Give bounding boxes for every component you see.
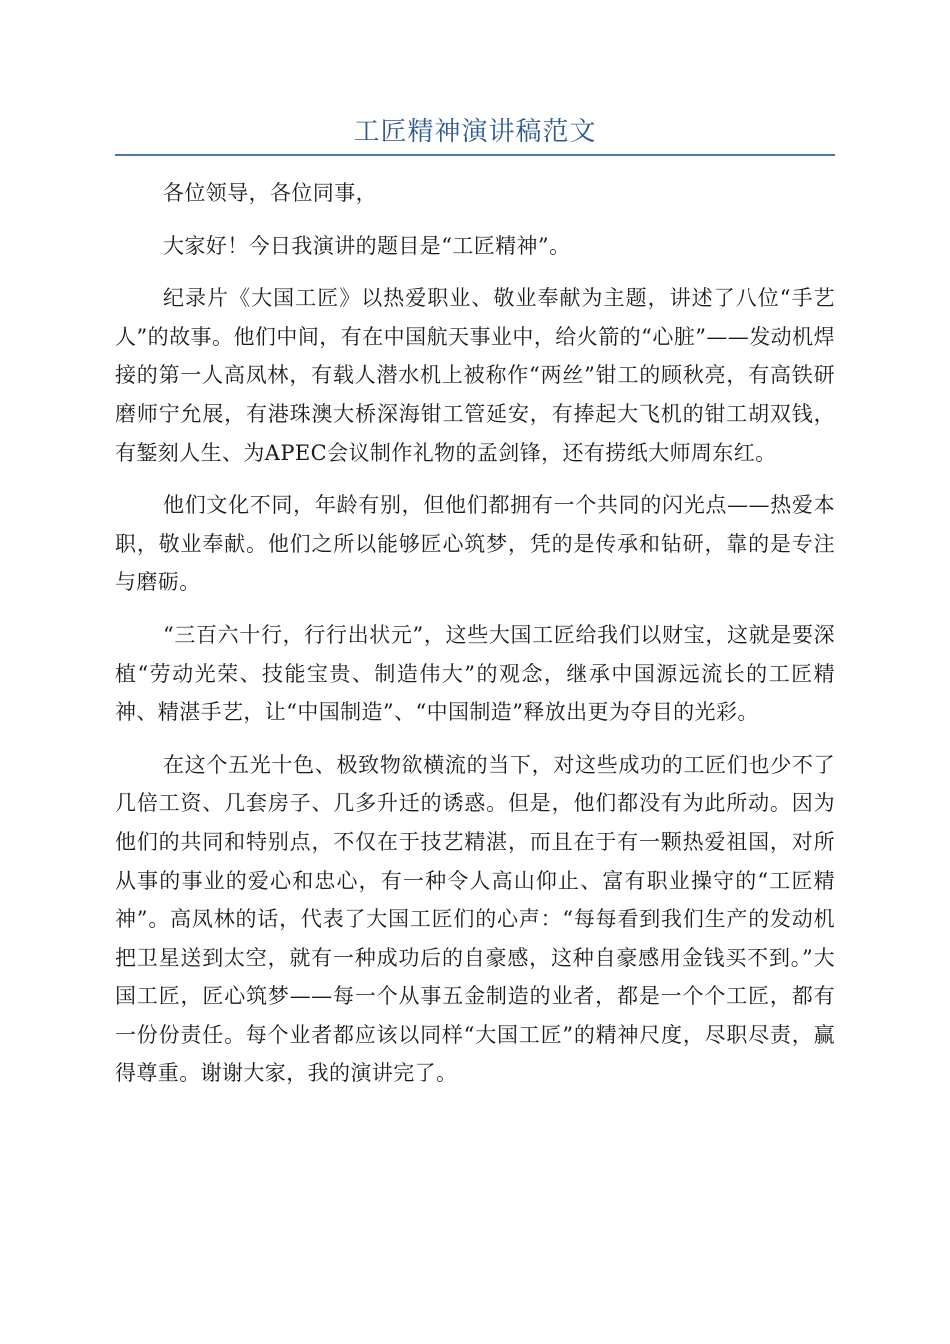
paragraph-topic: 大家好！今日我演讲的题目是“工匠精神”。 [163, 233, 571, 258]
document-title: 工匠精神演讲稿范文 [353, 117, 597, 147]
paragraph-craftsman-spirit: “三百六十行，行行出状元”，这些大国工匠给我们以财宝，这就是要深植“劳动光荣、技能宝贵、制造伟大”的观念，继承中国源远流长的工匠精神、精湛手艺，让“中国制造”、“中国制造”释放出更为夺目的光彩。 [115, 622, 835, 725]
paragraph-conclusion: 在这个五光十色、极致物欲横流的当下，对这些成功的工匠们也少不了几倍工资、几套房子、几多升迁的诱惑。但是，他们都没有为此所动。因为他们的共同和特别点，不仅在于技艺精湛，而且在于有一颗热爱祖国，对所从事的事业的爱心和忠心，有一种令人高山仰止、富有职业操守的“工匠精神”。高凤林的话，代表了大国工匠们的心声：“每每看到我们生产的发动机把卫星送到太空，就有一种成功后的自豪感，这种自豪感用金钱买不到。”大国工匠，匠心筑梦——每一个从事五金制造的业者，都是一个个工匠，都有一份份责任。每个业者都应该以同样“大国工匠”的精神尺度，尽职尽责，赢得尊重。谢谢大家，我的演讲完了。 [115, 752, 835, 1086]
paragraph-common-trait: 他们文化不同，年龄有别，但他们都拥有一个共同的闪光点——热爱本职，敬业奉献。他们之所以能够匠心筑梦，凭的是传承和钻研，靠的是专注与磨砺。 [115, 493, 835, 595]
document-body [115, 174, 835, 1107]
paragraph-greeting: 各位领导，各位同事， [163, 181, 377, 205]
paragraph-documentary: 纪录片《大国工匠》以热爱职业、敬业奉献为主题，讲述了八位“手艺人”的故事。他们中间，有在中国航天事业中，给火箭的“心脏”——发动机焊接的第一人高凤林，有载人潜水机上被称作“两丝”钳工的顾秋亮，有高铁研磨师宁允展，有港珠澳大桥深海钳工管延安，有捧起大飞机的钳工胡双钱，有錾刻人生、为APEC会议制作礼物的孟剑锋，还有捞纸大师周东红。 [115, 286, 835, 465]
title-underline [115, 154, 835, 156]
